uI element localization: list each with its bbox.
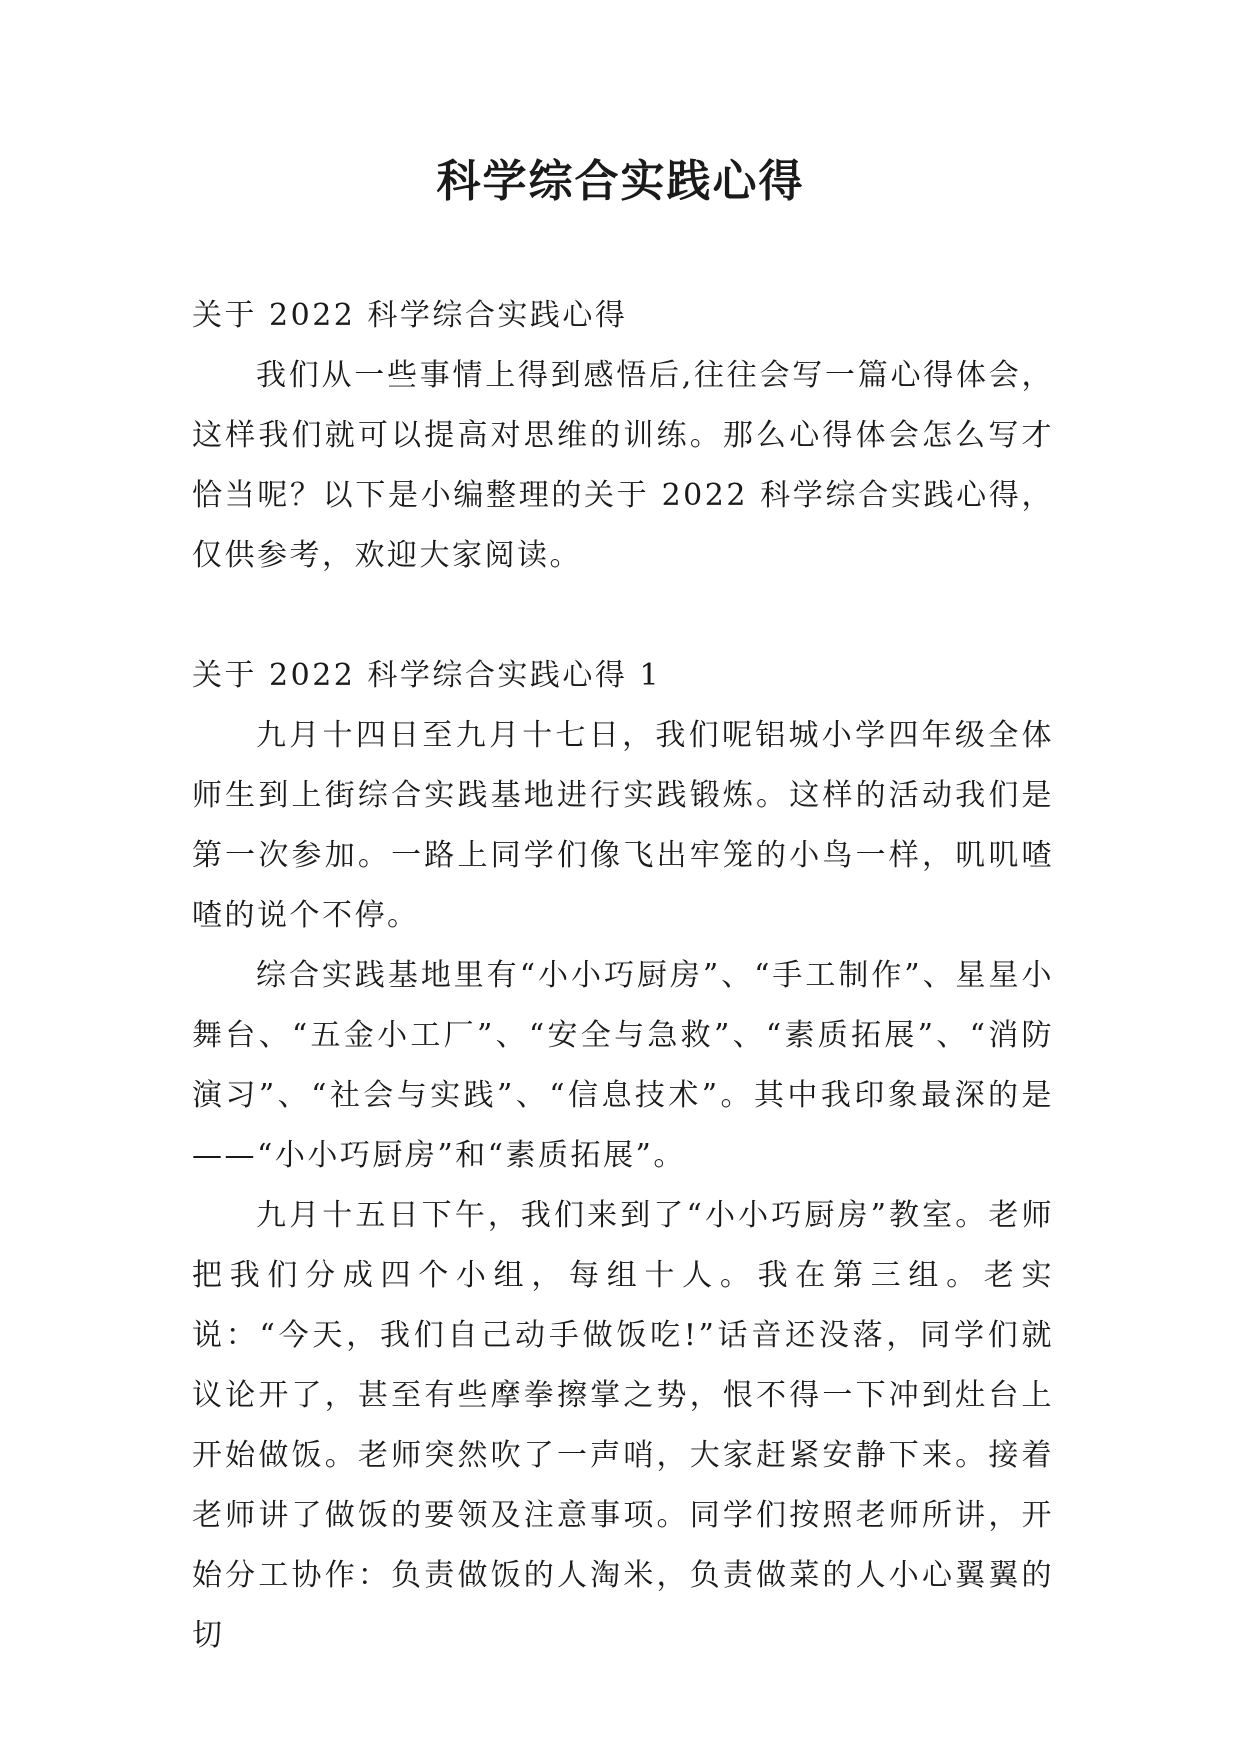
section1-paragraph-3: 九月十五日下午，我们来到了“小小巧厨房”教室。老师把我们分成四个小组，每组十人。我在第三组。老实说：“今天，我们自己动手做饭吃!”话音还没落，同学们就议论开了，甚至有些摩拳擦掌之势，恨不得一下冲到灶台上开始做饭。老师突然吹了一声哨，大家赶紧安静下来。接着老师讲了做饭的要领及注意事项。同学们按照老师所讲，开始分工协作：负责做饭的人淘米，负责做菜的人小心翼翼的切: [192, 1198, 1054, 1653]
section-spacer: [192, 586, 1054, 646]
section1-heading: 关于 2022 科学综合实践心得 1: [192, 658, 662, 693]
document-body: [192, 286, 1054, 1666]
section1-paragraph-1: 九月十四日至九月十七日，我们呢铝城小学四年级全体师生到上街综合实践基地进行实践锻炼。这样的活动我们是第一次参加。一路上同学们像飞出牢笼的小鸟一样，叽叽喳喳的说个不停。: [192, 718, 1054, 933]
intro-heading: 关于 2022 科学综合实践心得: [192, 298, 628, 333]
section1-paragraph-2: 综合实践基地里有“小小巧厨房”、“手工制作”、星星小舞台、“五金小工厂”、“安全与急救”、“素质拓展”、“消防演习”、“社会与实践”、“信息技术”。其中我印象最深的是——“小小巧厨房”和“素质拓展”。: [192, 958, 1054, 1173]
intro-paragraph: 我们从一些事情上得到感悟后,往往会写一篇心得体会，这样我们就可以提高对思维的训练。那么心得体会怎么写才恰当呢？以下是小编整理的关于 2022 科学综合实践心得，仅供参考，欢迎大家阅读。: [192, 358, 1054, 573]
document-title: 科学综合实践心得: [436, 156, 805, 207]
